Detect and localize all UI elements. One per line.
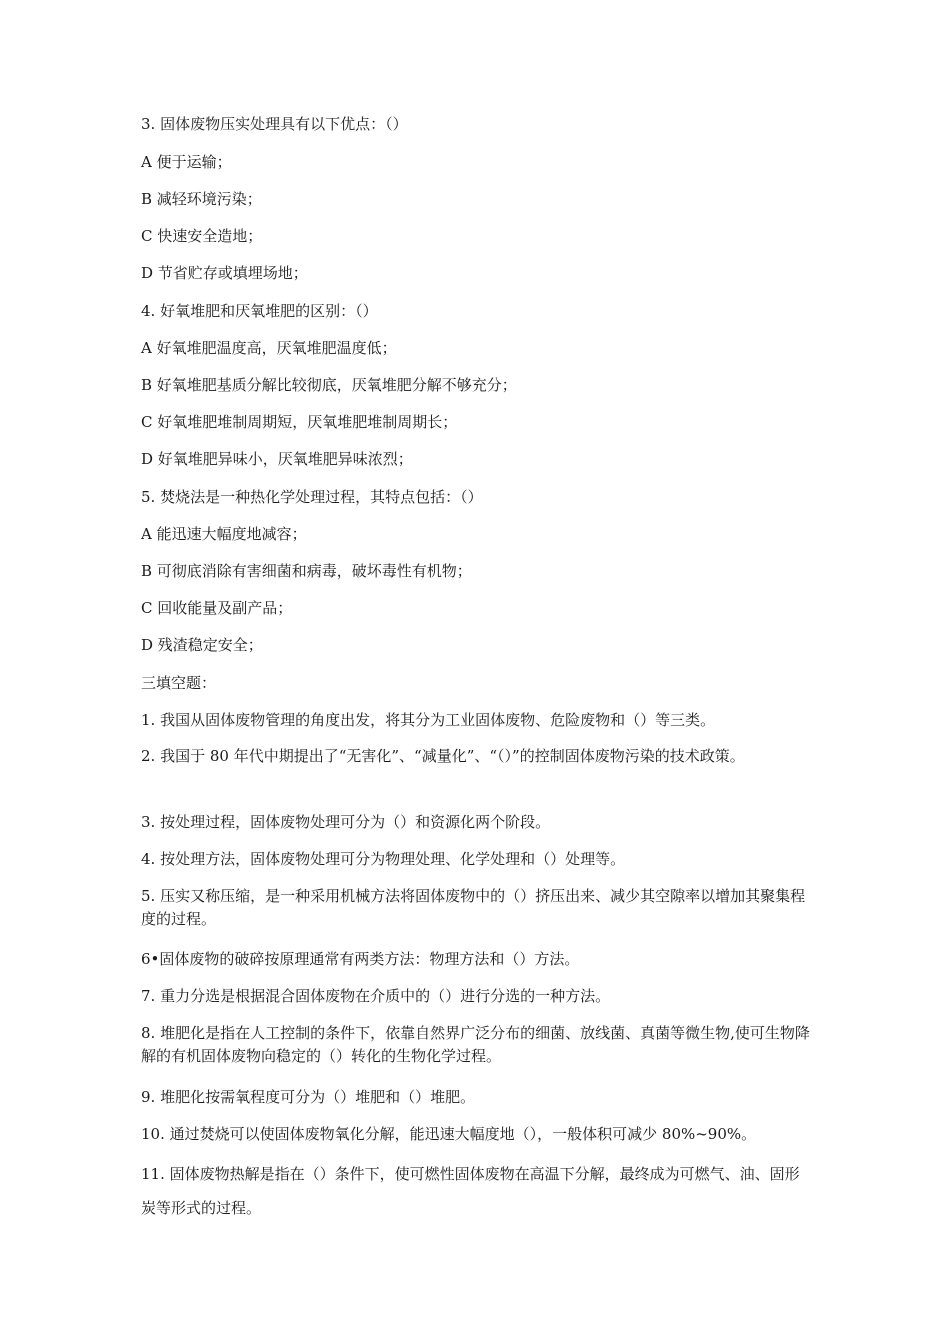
fill-item-9: 9. 堆肥化按需氧程度可分为（）堆肥和（）堆肥。 bbox=[141, 1088, 476, 1106]
question-4-option-b: B 好氧堆肥基质分解比较彻底，厌氧堆肥分解不够充分； bbox=[141, 376, 517, 394]
fill-item-2: 2. 我国于 80 年代中期提出了“无害化”、“减量化”、“（）”的控制固体废物污染的技术政策。 bbox=[141, 747, 745, 765]
question-5-stem: 5. 焚烧法是一种热化学处理过程，其特点包括：（） bbox=[141, 488, 483, 506]
fill-item-5: 5. 压实又称压缩，是一种采用机械方法将固体废物中的（）挤压出来、减少其空隙率以增加其聚集程度的过程。 bbox=[141, 887, 806, 928]
fill-item-8: 8. 堆肥化是指在人工控制的条件下，依靠自然界广泛分布的细菌、放线菌、真菌等微生物,使可生物降解的有机固体废物向稳定的（）转化的生物化学过程。 bbox=[141, 1024, 810, 1065]
question-3-stem: 3. 固体废物压实处理具有以下优点：（） bbox=[141, 115, 408, 133]
question-5-option-b: B 可彻底消除有害细菌和病毒，破坏毒性有机物； bbox=[141, 562, 472, 580]
question-4-stem: 4. 好氧堆肥和厌氧堆肥的区别：（） bbox=[141, 302, 378, 320]
question-3-option-b: B 减轻环境污染； bbox=[141, 190, 262, 208]
question-5-option-c: C 回收能量及副产品； bbox=[141, 599, 293, 617]
fill-item-6: 6•固体废物的破碎按原理通常有两类方法：物理方法和（）方法。 bbox=[141, 950, 580, 968]
question-4-option-a: A 好氧堆肥温度高，厌氧堆肥温度低； bbox=[141, 339, 397, 357]
fill-item-10: 10. 通过焚烧可以使固体废物氧化分解，能迅速大幅度地（），一般体积可减少 80%~90%。 bbox=[141, 1125, 757, 1143]
question-3-option-c: C 快速安全造地； bbox=[141, 227, 263, 245]
fill-item-11: 11. 固体废物热解是指在（）条件下，使可燃性固体废物在高温下分解，最终成为可燃气、油、固形炭等形式的过程。 bbox=[141, 1165, 800, 1217]
question-4-option-c: C 好氧堆肥堆制周期短，厌氧堆肥堆制周期长； bbox=[141, 413, 458, 431]
fill-item-7: 7. 重力分选是根据混合固体废物在介质中的（）进行分选的一种方法。 bbox=[141, 987, 611, 1005]
question-5-option-a: A 能迅速大幅度地减容； bbox=[141, 525, 307, 543]
question-4-option-d: D 好氧堆肥异味小，厌氧堆肥异味浓烈； bbox=[141, 450, 413, 468]
section-3-heading: 三填空题： bbox=[141, 674, 217, 692]
fill-item-4: 4. 按处理方法，固体废物处理可分为物理处理、化学处理和（）处理等。 bbox=[141, 850, 626, 868]
question-3-option-d: D 节省贮存或填埋场地； bbox=[141, 264, 308, 282]
question-3-option-a: A 便于运输； bbox=[141, 153, 232, 171]
fill-item-3: 3. 按处理过程，固体废物处理可分为（）和资源化两个阶段。 bbox=[141, 813, 551, 831]
fill-item-1: 1. 我国从固体废物管理的角度出发，将其分为工业固体废物、危险废物和（）等三类。 bbox=[141, 711, 716, 729]
question-5-option-d: D 残渣稳定安全； bbox=[141, 636, 263, 654]
